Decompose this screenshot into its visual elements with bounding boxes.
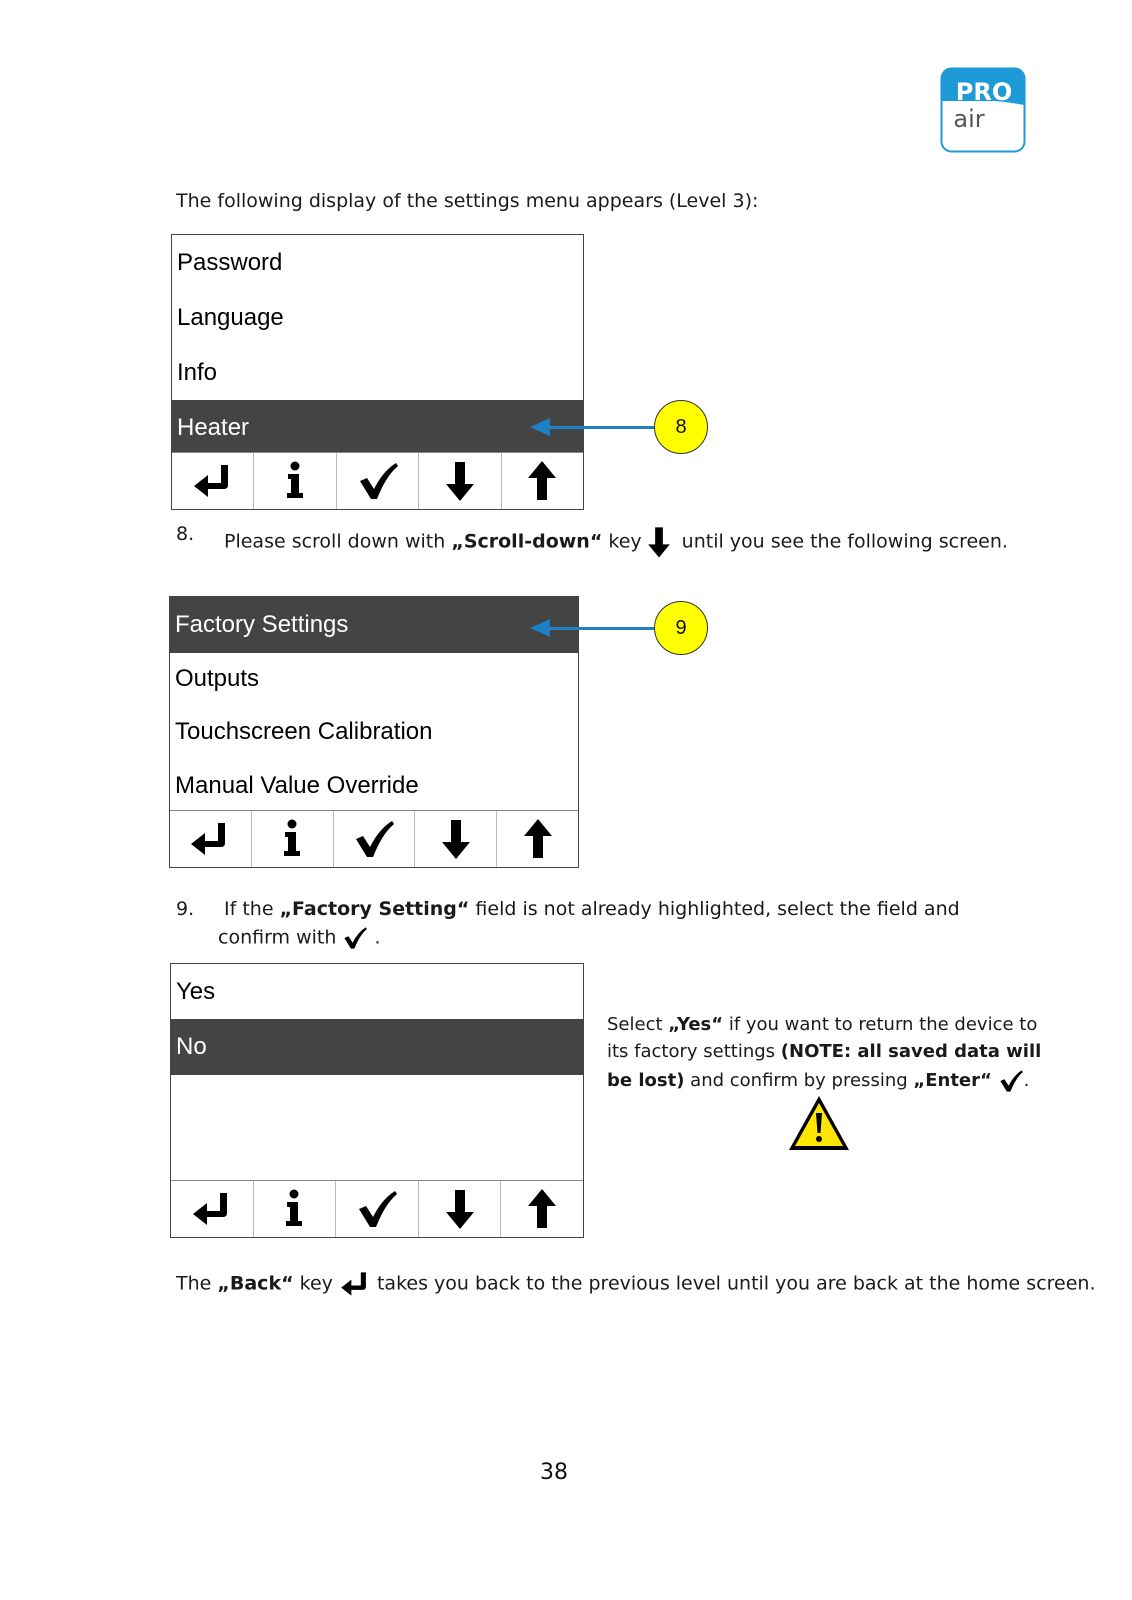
info-icon [273, 459, 317, 503]
settings-screen-level3 [171, 234, 584, 510]
check-icon [356, 459, 400, 503]
enter-icon [339, 1268, 371, 1300]
option-no[interactable] [171, 1019, 583, 1075]
key-bar [170, 810, 578, 867]
confirm-key[interactable] [337, 453, 419, 509]
proair-logo [940, 67, 1026, 153]
menu-item-outputs[interactable] [170, 651, 578, 707]
menu-item-password[interactable] [172, 235, 583, 291]
step-9-post: field is not already highlighted, select the field and [469, 898, 960, 920]
arrow-up-icon [520, 459, 564, 503]
enter-key[interactable] [171, 1181, 254, 1237]
note-l1-pre: Select [607, 1014, 669, 1035]
option-label: Yes [176, 978, 216, 1005]
note-l3-bold: be lost) [607, 1070, 685, 1091]
back-key-name: „Back“ [217, 1272, 294, 1295]
scroll-down-key[interactable] [419, 453, 501, 509]
info-icon [272, 1187, 316, 1231]
info-key[interactable] [254, 1181, 337, 1237]
callout-line [548, 426, 658, 429]
menu-item-manual-value-override[interactable] [170, 758, 578, 814]
step-8-post: until you see the following screen. [675, 530, 1008, 553]
menu-item-label: Password [177, 249, 283, 276]
arrow-down-icon [438, 459, 482, 503]
intro-text: The following display of the settings menu appears (Level 3): [176, 190, 759, 212]
callout-line [548, 627, 658, 630]
check-icon [352, 817, 396, 861]
step-8-key-name: „Scroll-down“ [451, 530, 603, 553]
note-l3-key: „Enter“ [913, 1070, 992, 1091]
enter-icon [191, 459, 235, 503]
note-l3-mid: and confirm by pressing [684, 1070, 914, 1091]
settings-screen-scrolled [169, 596, 579, 868]
step-9-text [224, 898, 960, 920]
note-line-3 [607, 1068, 1029, 1094]
arrow-up-icon [520, 1187, 564, 1231]
step-9-confirm-text: confirm with [218, 926, 337, 949]
factory-settings-confirm-screen [170, 963, 584, 1238]
warning-icon [787, 1094, 851, 1156]
step-9-pre: If the [224, 898, 280, 920]
option-yes[interactable] [171, 964, 583, 1020]
menu-item-label: Factory Settings [175, 611, 349, 638]
menu-item-label: Heater [177, 414, 250, 441]
confirm-key[interactable] [336, 1181, 419, 1237]
key-bar [171, 1180, 583, 1237]
note-l1-key: „Yes“ [668, 1014, 724, 1035]
callout-arrowhead [530, 619, 550, 637]
step-9-number: 9. [176, 898, 195, 920]
back-pre: The [176, 1272, 218, 1295]
callout-bubble-8: 8 [654, 400, 708, 454]
note-l1-post: if you want to return the device to [723, 1014, 1038, 1035]
scroll-up-key[interactable] [501, 1181, 583, 1237]
step-8-pre: Please scroll down with [224, 530, 452, 553]
menu-item-label: Language [177, 304, 284, 331]
callout-bubble-9: 9 [654, 601, 708, 655]
step-8-mid: key [602, 530, 642, 553]
info-key[interactable] [254, 453, 336, 509]
callout-arrowhead [530, 418, 550, 436]
menu-item-label: Info [177, 359, 218, 386]
key-bar [172, 452, 583, 509]
menu-item-factory-settings[interactable] [170, 597, 578, 653]
info-key[interactable] [252, 811, 334, 867]
enter-key[interactable] [170, 811, 252, 867]
note-line-1 [607, 1014, 1037, 1035]
menu-item-label: Manual Value Override [175, 772, 419, 799]
note-line-2 [607, 1041, 1041, 1062]
page-number: 38 [540, 1460, 568, 1485]
arrow-down-icon [438, 1187, 482, 1231]
back-key-text [176, 1268, 1096, 1300]
scroll-up-key[interactable] [502, 453, 583, 509]
back-post: takes you back to the previous level until you are back at the home screen. [370, 1272, 1096, 1295]
check-icon [998, 1068, 1024, 1094]
confirm-key[interactable] [334, 811, 416, 867]
option-label: No [176, 1033, 207, 1060]
step-8-number: 8. [176, 523, 195, 545]
enter-icon [190, 1187, 234, 1231]
scroll-down-key[interactable] [419, 1181, 502, 1237]
arrow-down-icon [642, 523, 676, 561]
note-l2-pre: its factory settings [607, 1041, 781, 1062]
arrow-up-icon [516, 817, 560, 861]
menu-item-label: Outputs [175, 665, 260, 692]
check-icon [355, 1187, 399, 1231]
menu-item-heater[interactable] [172, 400, 583, 456]
step-8-text [224, 523, 1008, 561]
step-9-period: . [374, 926, 381, 949]
logo-text-pro: PRO [955, 78, 1013, 106]
back-mid: key [293, 1272, 333, 1295]
note-l3-end: . [1023, 1070, 1030, 1091]
menu-item-label: Touchscreen Calibration [175, 718, 433, 745]
menu-item-language[interactable] [172, 290, 583, 346]
enter-icon [188, 817, 232, 861]
check-icon [342, 925, 368, 951]
menu-item-touchscreen-calibration[interactable] [170, 704, 578, 760]
logo-text-air: air [953, 105, 985, 133]
step-9-key-name: „Factory Setting“ [279, 898, 470, 920]
note-l2-bold: (NOTE: all saved data will [780, 1041, 1042, 1062]
scroll-up-key[interactable] [497, 811, 578, 867]
scroll-down-key[interactable] [415, 811, 497, 867]
step-9-line2 [218, 925, 381, 951]
arrow-down-icon [434, 817, 478, 861]
enter-key[interactable] [172, 453, 254, 509]
info-icon [270, 817, 314, 861]
menu-item-info[interactable] [172, 345, 583, 401]
